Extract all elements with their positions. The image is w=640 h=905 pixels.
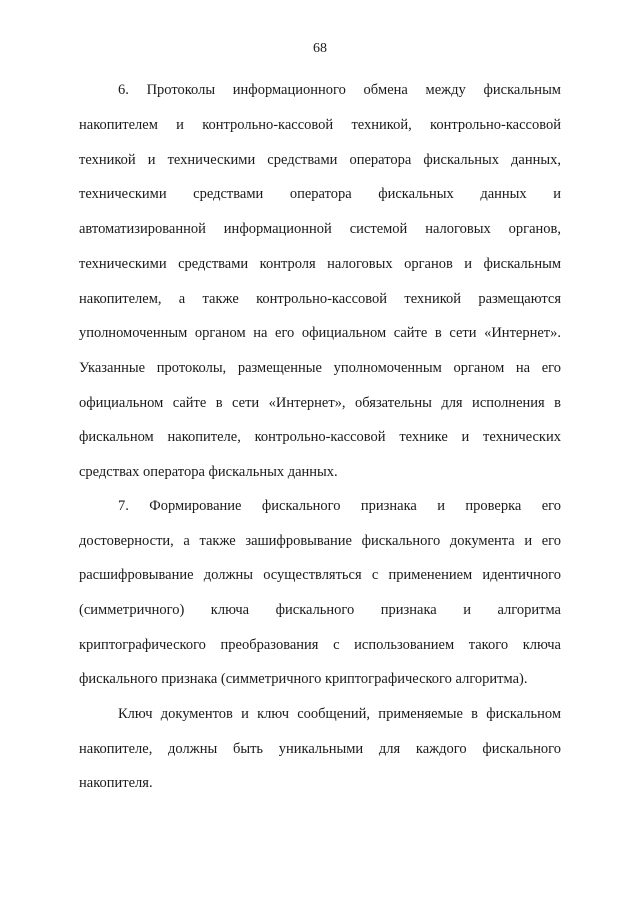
text-line: криптографического преобразования с использованием такого ключа	[79, 637, 561, 653]
text-line: накопителя.	[79, 775, 153, 791]
text-line: 6. Протоколы информационного обмена между фискальным	[118, 82, 561, 98]
text-line: техническими средствами контроля налоговых органов и фискальным	[79, 256, 561, 272]
text-line: Указанные протоколы, размещенные уполномоченным органом на его	[79, 360, 561, 376]
text-line: накопителем и контрольно-кассовой техникой, контрольно-кассовой	[79, 117, 561, 133]
text-line: накопителе, должны быть уникальными для каждого фискального	[79, 741, 561, 757]
text-line: накопителем, а также контрольно-кассовой техникой размещаются	[79, 291, 561, 307]
text-line: техникой и техническими средствами оператора фискальных данных,	[79, 152, 561, 168]
text-line: техническими средствами оператора фискальных данных и	[79, 186, 561, 202]
text-line: средствах оператора фискальных данных.	[79, 464, 338, 480]
text-line: официальном сайте в сети «Интернет», обязательны для исполнения в	[79, 395, 561, 411]
text-line: уполномоченным органом на его официальном сайте в сети «Интернет».	[79, 325, 561, 341]
text-line: фискального признака (симметричного криптографического алгоритма).	[79, 671, 528, 687]
text-line: расшифровывание должны осуществляться с применением идентичного	[79, 567, 561, 583]
text-line: автоматизированной информационной системой налоговых органов,	[79, 221, 561, 237]
text-line: Ключ документов и ключ сообщений, применяемые в фискальном	[118, 706, 561, 722]
text-line: (симметричного) ключа фискального признака и алгоритма	[79, 602, 561, 618]
text-line: достоверности, а также зашифровывание фискального документа и его	[79, 533, 561, 549]
page-number: 68	[313, 41, 327, 56]
text-line: фискальном накопителе, контрольно-кассовой технике и технических	[79, 429, 561, 445]
text-line: 7. Формирование фискального признака и проверка его	[118, 498, 561, 514]
